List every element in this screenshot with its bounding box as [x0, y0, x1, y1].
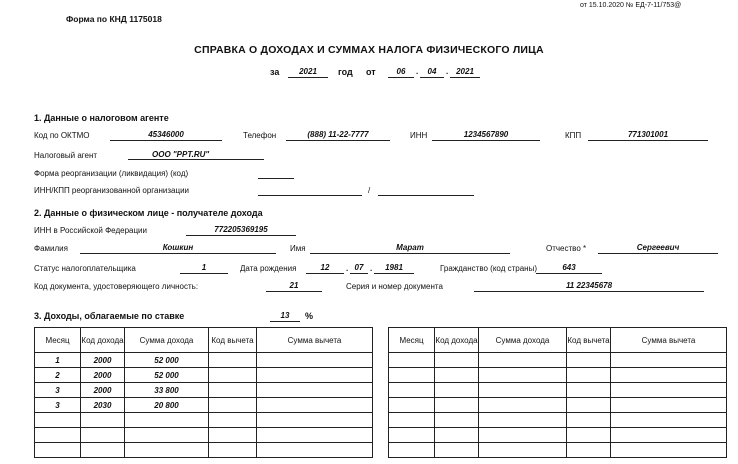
cell-deduction-amount: [257, 398, 373, 413]
phone-label: Телефон: [243, 131, 277, 140]
kpp-label: КПП: [565, 131, 582, 140]
cell-income-code: 2030: [81, 398, 125, 413]
birth-label: Дата рождения: [240, 264, 297, 273]
birth-day: 12: [306, 262, 344, 274]
income-table-left: [34, 327, 373, 458]
col-deduction-amount: Сумма вычета: [257, 328, 373, 353]
date-dot: .: [446, 67, 449, 76]
status-label: Статус налогоплательщика: [34, 264, 136, 273]
cell-deduction-amount: [257, 383, 373, 398]
cell-deduction-code: [209, 368, 257, 383]
col-deduction-code: Код вычета: [209, 328, 257, 353]
cell-deduction-amount: [257, 353, 373, 368]
agent-name-value: ООО "PPT.RU": [128, 149, 264, 160]
kpp-value: 771301001: [588, 129, 708, 141]
col-month: Месяц: [389, 328, 435, 353]
doc-code-label: Код документа, удостоверяющего личность:: [34, 282, 199, 291]
col-month: Месяц: [35, 328, 81, 353]
table-row: [389, 413, 727, 428]
agent-inn-label: ИНН: [410, 131, 428, 140]
date-month: 04: [420, 66, 444, 78]
page-title: СПРАВКА О ДОХОДАХ И СУММАХ НАЛОГА ФИЗИЧЕСКОГО ЛИЦА: [194, 44, 544, 56]
section-person-title: 2. Данные о физическом лице - получателе дохода: [34, 208, 263, 218]
income-table-right: [388, 327, 727, 458]
phone-value: (888) 11-22-7777: [286, 129, 390, 141]
cell-deduction-code: [209, 398, 257, 413]
surname-value: Кошкин: [80, 242, 276, 254]
table-row: [389, 383, 727, 398]
cell-month: 3: [35, 383, 81, 398]
patronymic-label: Отчество *: [546, 244, 587, 253]
status-value: 1: [180, 262, 228, 274]
col-income-amount: Сумма дохода: [125, 328, 209, 353]
order-reference: от 15.10.2020 № ЕД-7-11/753@: [580, 2, 682, 9]
cell-month: 2: [35, 368, 81, 383]
cell-income-code: 2000: [81, 353, 125, 368]
agent-inn-value: 1234567890: [432, 129, 540, 141]
section-income-title: 3. Доходы, облагаемые по ставке: [34, 311, 185, 321]
cell-income-code: 2000: [81, 383, 125, 398]
tax-rate-value: 13: [270, 310, 300, 322]
doc-number-label: Серия и номер документа: [346, 282, 443, 291]
col-deduction-code: Код вычета: [567, 328, 611, 353]
person-inn-label: ИНН в Российской Федерации: [34, 226, 147, 235]
table-row: [35, 413, 373, 428]
table-row: [389, 368, 727, 383]
birth-year: 1981: [374, 262, 414, 274]
percent-sign: %: [305, 311, 314, 321]
table-row: [389, 428, 727, 443]
col-income-code: Код дохода: [435, 328, 479, 353]
agent-name-label: Налоговый агент: [34, 151, 98, 160]
date-dot: .: [416, 67, 419, 76]
reorg-kpp-field: [378, 184, 474, 196]
name-value: Марат: [310, 242, 510, 254]
col-income-amount: Сумма дохода: [479, 328, 567, 353]
cell-income-code: 2000: [81, 368, 125, 383]
reorg-form-label: Форма реорганизации (ликвидация) (код): [34, 169, 189, 178]
name-label: Имя: [290, 244, 306, 253]
cell-deduction-amount: [257, 368, 373, 383]
birth-dot: .: [370, 264, 373, 273]
oktmo-label: Код по ОКТМО: [34, 131, 90, 140]
form-code: Форма по КНД 1175018: [66, 14, 162, 24]
table-row: [35, 353, 373, 368]
table-row: [389, 398, 727, 413]
birth-dot: .: [346, 264, 349, 273]
for-label: за: [270, 67, 280, 77]
year-label: год: [338, 67, 353, 77]
table-row: [35, 428, 373, 443]
section-agent-title: 1. Данные о налоговом агенте: [34, 113, 169, 123]
surname-label: Фамилия: [34, 244, 68, 253]
report-year: 2021: [288, 66, 328, 78]
date-day: 06: [388, 66, 414, 78]
reorg-inn-field: [258, 184, 362, 196]
cell-deduction-code: [209, 383, 257, 398]
table-row: [35, 398, 373, 413]
doc-number-value: 11 22345678: [474, 280, 704, 292]
table-row: [35, 383, 373, 398]
cell-month: 3: [35, 398, 81, 413]
cell-income-amount: 52 000: [125, 368, 209, 383]
cell-month: 1: [35, 353, 81, 368]
cell-income-amount: 33 800: [125, 383, 209, 398]
doc-code-value: 21: [266, 280, 322, 292]
reorg-inn-label: ИНН/КПП реорганизованной организации: [34, 186, 190, 195]
reorg-form-field: [258, 167, 294, 179]
date-year: 2021: [450, 66, 480, 78]
cell-income-amount: 52 000: [125, 353, 209, 368]
reorg-slash: /: [368, 186, 371, 195]
table-row: [35, 368, 373, 383]
citizenship-label: Гражданство (код страны): [440, 264, 537, 273]
from-label: от: [366, 67, 376, 77]
birth-month: 07: [350, 262, 368, 274]
patronymic-value: Сергеевич: [598, 242, 718, 254]
col-deduction-amount: Сумма вычета: [611, 328, 727, 353]
table-row: [389, 443, 727, 458]
col-income-code: Код дохода: [81, 328, 125, 353]
citizenship-value: 643: [536, 262, 602, 274]
table-row: [389, 353, 727, 368]
cell-deduction-code: [209, 353, 257, 368]
table-row: [35, 443, 373, 458]
cell-income-amount: 20 800: [125, 398, 209, 413]
person-inn-value: 772205369195: [186, 224, 296, 236]
oktmo-value: 45346000: [110, 129, 222, 141]
